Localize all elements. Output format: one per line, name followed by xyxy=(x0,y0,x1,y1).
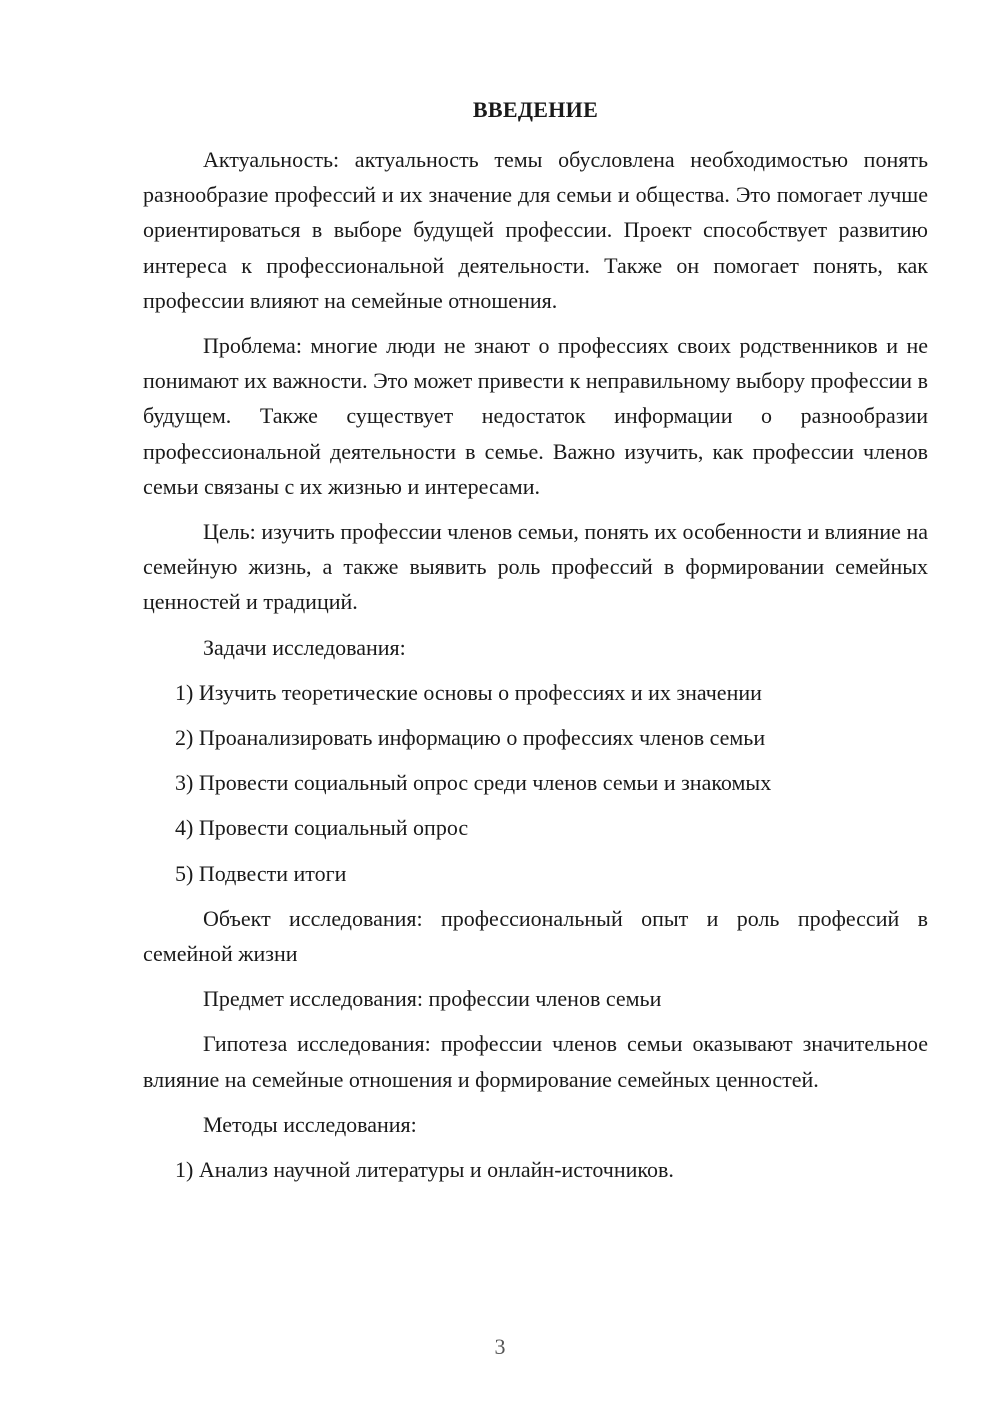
section-title: ВВЕДЕНИЕ xyxy=(472,97,599,122)
list-item: 1) Анализ научной литературы и онлайн-источников. xyxy=(175,1157,674,1183)
methods-list xyxy=(143,1152,928,1187)
document-page xyxy=(143,92,928,1197)
page-number: 3 xyxy=(494,1334,506,1359)
list-item: 4) Провести социальный опрос xyxy=(175,815,469,841)
hypothesis-paragraph: Гипотеза исследования: профессии членов семьи оказывают значительное влияние на семейные отношения и формирование семейных ценностей. xyxy=(143,1031,928,1092)
list-item: 5) Подвести итоги xyxy=(175,860,347,886)
list-item: 3) Провести социальный опрос среди членов семьи и знакомых xyxy=(175,770,772,796)
list-item: 1) Изучить теоретические основы о профессиях и их значении xyxy=(175,679,762,705)
methods-heading: Методы исследования: xyxy=(203,1111,417,1137)
tasks-list xyxy=(143,675,928,891)
subject-paragraph: Предмет исследования: профессии членов семьи xyxy=(203,986,662,1012)
tasks-heading: Задачи исследования: xyxy=(203,634,406,660)
goal-paragraph: Цель: изучить профессии членов семьи, понять их особенности и влияние на семейную жизнь, а также выявить роль профессий в формировании семейных ценностей и традиций. xyxy=(143,519,928,615)
list-item: 2) Проанализировать информацию о профессиях членов семьи xyxy=(175,725,766,751)
object-paragraph: Объект исследования: профессиональный опыт и роль профессий в семейной жизни xyxy=(143,905,928,967)
problem-paragraph: Проблема: многие люди не знают о профессиях своих родственников и не понимают их важности. Это может привести к неправильному выбору профессии в будущем. Также существует недостаток информации о разнообразии профессиональной деятельности в семье. Важно изучить, как профессии членов семьи связаны с их жизнью и интересами. xyxy=(143,333,928,499)
relevance-paragraph: Актуальность: актуальность темы обусловлена необходимостью понять разнообразие профессий и их значение для семьи и общества. Это помогает лучше ориентироваться в выборе будущей профессии. Проект способствует развитию интереса к профессиональной деятельности. Также он помогает понять, как профессии влияют на семейные отношения. xyxy=(143,147,928,313)
